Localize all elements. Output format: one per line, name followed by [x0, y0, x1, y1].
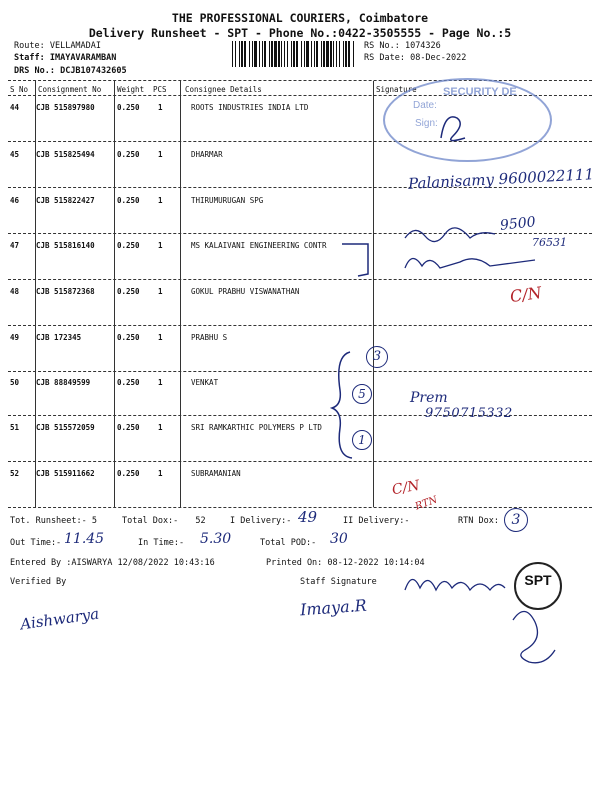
drs-label: DRS No.:	[14, 66, 55, 76]
row-weight: 0.250	[117, 196, 140, 205]
table-row	[0, 466, 600, 506]
rs-date-label: RS Date:	[364, 53, 405, 63]
row-consignee: THIRUMURUGAN SPG	[191, 196, 264, 205]
verified-by: Verified By	[10, 577, 67, 587]
printed-on: Printed On: 08-12-2022 10:14:04	[266, 558, 425, 568]
row-consignment: CJB 88849599	[36, 378, 91, 387]
row-pcs: 1	[158, 150, 163, 159]
company-title: THE PROFESSIONAL COURIERS, Coimbatore	[171, 11, 429, 25]
out-time-label: Out Time:-	[10, 538, 62, 548]
row-pcs: 1	[158, 287, 163, 296]
row-consignment: CJB 515816140	[36, 241, 95, 250]
stamp-signature-scribble	[435, 108, 475, 148]
drs-line	[14, 66, 127, 76]
route-value: VELLAMADAI	[49, 41, 102, 51]
col-consignee: Consignee Details	[185, 85, 262, 94]
verified-signature: Aishwarya	[19, 604, 101, 634]
row-pcs: 1	[158, 378, 163, 387]
barcode	[231, 41, 356, 67]
row-sno: 44	[10, 103, 20, 112]
handwritten-note-46b: 76531	[532, 236, 567, 249]
bracket-count-top: 3	[366, 346, 388, 368]
row-sno: 49	[10, 333, 20, 342]
total-dox	[122, 516, 206, 526]
handwritten-note-48: C/N	[508, 282, 543, 307]
table-row	[0, 420, 600, 466]
row-weight: 0.250	[117, 241, 140, 250]
row-weight: 0.250	[117, 333, 140, 342]
row-weight: 0.250	[117, 287, 140, 296]
out-time-value: 11.45	[64, 531, 105, 547]
rtn-dox-label: RTN Dox:	[458, 516, 499, 526]
total-dox-value: 52	[195, 516, 206, 526]
row-consignee: GOKUL PRABHU VISWANATHAN	[191, 287, 300, 296]
row-consignee: MS KALAIVANI ENGINEERING CONTR	[191, 241, 327, 250]
row-weight: 0.250	[117, 150, 140, 159]
total-pod-label: Total POD:-	[260, 538, 317, 548]
rtn-dox-value: 3	[504, 508, 528, 532]
route-line	[14, 41, 101, 51]
stamp-sign-field: Sign:	[415, 118, 438, 129]
row-sno: 48	[10, 287, 20, 296]
row-pcs: 1	[158, 469, 163, 478]
i-delivery-value: 49	[298, 508, 318, 526]
total-pod-value: 30	[330, 531, 348, 547]
rs-no-value: 1074326	[404, 41, 441, 51]
row-consignment: CJB 515897980	[36, 103, 95, 112]
handwritten-note-52: C/N	[390, 477, 421, 499]
row-rule	[8, 325, 592, 326]
table-row	[0, 330, 600, 376]
staff-line	[14, 53, 116, 63]
handwritten-note-45: Palanisamy 9600022111	[407, 165, 595, 193]
bracket-count-mid: 5	[352, 384, 372, 404]
row-sno: 51	[10, 423, 20, 432]
staff-label: Staff:	[14, 53, 45, 63]
brace-mark	[330, 350, 370, 460]
col-pcs: PCS	[153, 85, 167, 94]
i-delivery	[230, 516, 291, 526]
row-weight: 0.250	[117, 423, 140, 432]
staff-value: IMAYAVARAMBAN	[49, 53, 117, 63]
ii-delivery-label: II Delivery:-	[343, 516, 410, 526]
row-consignment: CJB 172345	[36, 333, 82, 342]
col-sno: S No	[10, 85, 29, 94]
row-consignee: SUBRAMANIAN	[191, 469, 241, 478]
row-sno: 47	[10, 241, 20, 250]
spt-stamp	[514, 562, 562, 610]
row-pcs: 1	[158, 333, 163, 342]
handwritten-note-46: 9500	[499, 214, 537, 234]
tot-runsheet	[10, 516, 97, 526]
staff-signature-label: Staff Signature	[300, 577, 377, 587]
route-label: Route:	[14, 41, 45, 51]
handwritten-note-50b: 9750715332	[425, 406, 513, 421]
handwritten-note-50: Prem	[410, 390, 448, 406]
row-sno: 50	[10, 378, 20, 387]
row-pcs: 1	[158, 196, 163, 205]
bracket-count-bottom: 1	[352, 430, 372, 450]
tamil-signature	[400, 560, 510, 610]
scribble-47	[400, 248, 540, 278]
total-pod	[260, 538, 316, 548]
table-top-rule	[8, 80, 592, 81]
row-weight: 0.250	[117, 469, 140, 478]
in-time-value: 5.30	[200, 531, 232, 547]
col-signature: Signature	[376, 85, 417, 94]
tot-runsheet-label: Tot. Runsheet:-	[10, 516, 87, 526]
col-weight: Weight	[117, 85, 145, 94]
rs-date-value: 08-Dec-2022	[410, 53, 467, 63]
runsheet-subtitle: Delivery Runsheet - SPT - Phone No.:0422-3505555 - Page No.:5	[88, 26, 512, 40]
row-consignee: VENKAT	[191, 378, 219, 387]
row-consignment: CJB 515572059	[36, 423, 95, 432]
bracket-mark-47	[340, 240, 375, 280]
row-pcs: 1	[158, 241, 163, 250]
row-weight: 0.250	[117, 103, 140, 112]
col-consignment: Consignment No	[38, 85, 102, 94]
stamp-date-field: Date:	[413, 100, 437, 111]
handwritten-note-52b: RTN	[413, 494, 439, 513]
row-rule	[8, 279, 592, 280]
total-dox-label: Total Dox:-	[122, 516, 179, 526]
row-pcs: 1	[158, 103, 163, 112]
drs-value: DCJB107432605	[60, 66, 127, 76]
scribble-signature-right	[505, 600, 565, 670]
rs-date-line	[364, 53, 466, 63]
row-consignee: SRI RAMKARTHIC POLYMERS P LTD	[191, 423, 322, 432]
row-consignee: PRABHU S	[191, 333, 228, 342]
spt-stamp-text: SPT	[524, 572, 552, 588]
out-time	[10, 538, 61, 548]
row-rule	[8, 371, 592, 372]
row-pcs: 1	[158, 423, 163, 432]
rs-no-line	[364, 41, 441, 51]
security-stamp-text: SECURITY DE	[443, 86, 517, 98]
row-sno: 52	[10, 469, 20, 478]
in-time	[138, 538, 184, 548]
row-weight: 0.250	[117, 378, 140, 387]
row-consignment: CJB 515911662	[36, 469, 95, 478]
row-consignee: DHARMAR	[191, 150, 223, 159]
i-delivery-label: I Delivery:-	[230, 516, 292, 526]
row-consignment: CJB 515822427	[36, 196, 95, 205]
row-consignment: CJB 515872368	[36, 287, 95, 296]
rtn-dox	[458, 516, 499, 526]
row-rule	[8, 461, 592, 462]
tot-runsheet-value: 5	[91, 516, 98, 526]
scribble-46	[400, 220, 500, 250]
entered-by: Entered By :AISWARYA 12/08/2022 10:43:16	[10, 558, 215, 568]
ii-delivery	[343, 516, 410, 526]
row-sno: 46	[10, 196, 20, 205]
staff-signature: Imaya.R	[299, 595, 368, 620]
row-sno: 45	[10, 150, 20, 159]
row-consignment: CJB 515825494	[36, 150, 95, 159]
rs-no-label: RS No.:	[364, 41, 400, 51]
in-time-label: In Time:-	[138, 538, 185, 548]
row-consignee: ROOTS INDUSTRIES INDIA LTD	[191, 103, 309, 112]
